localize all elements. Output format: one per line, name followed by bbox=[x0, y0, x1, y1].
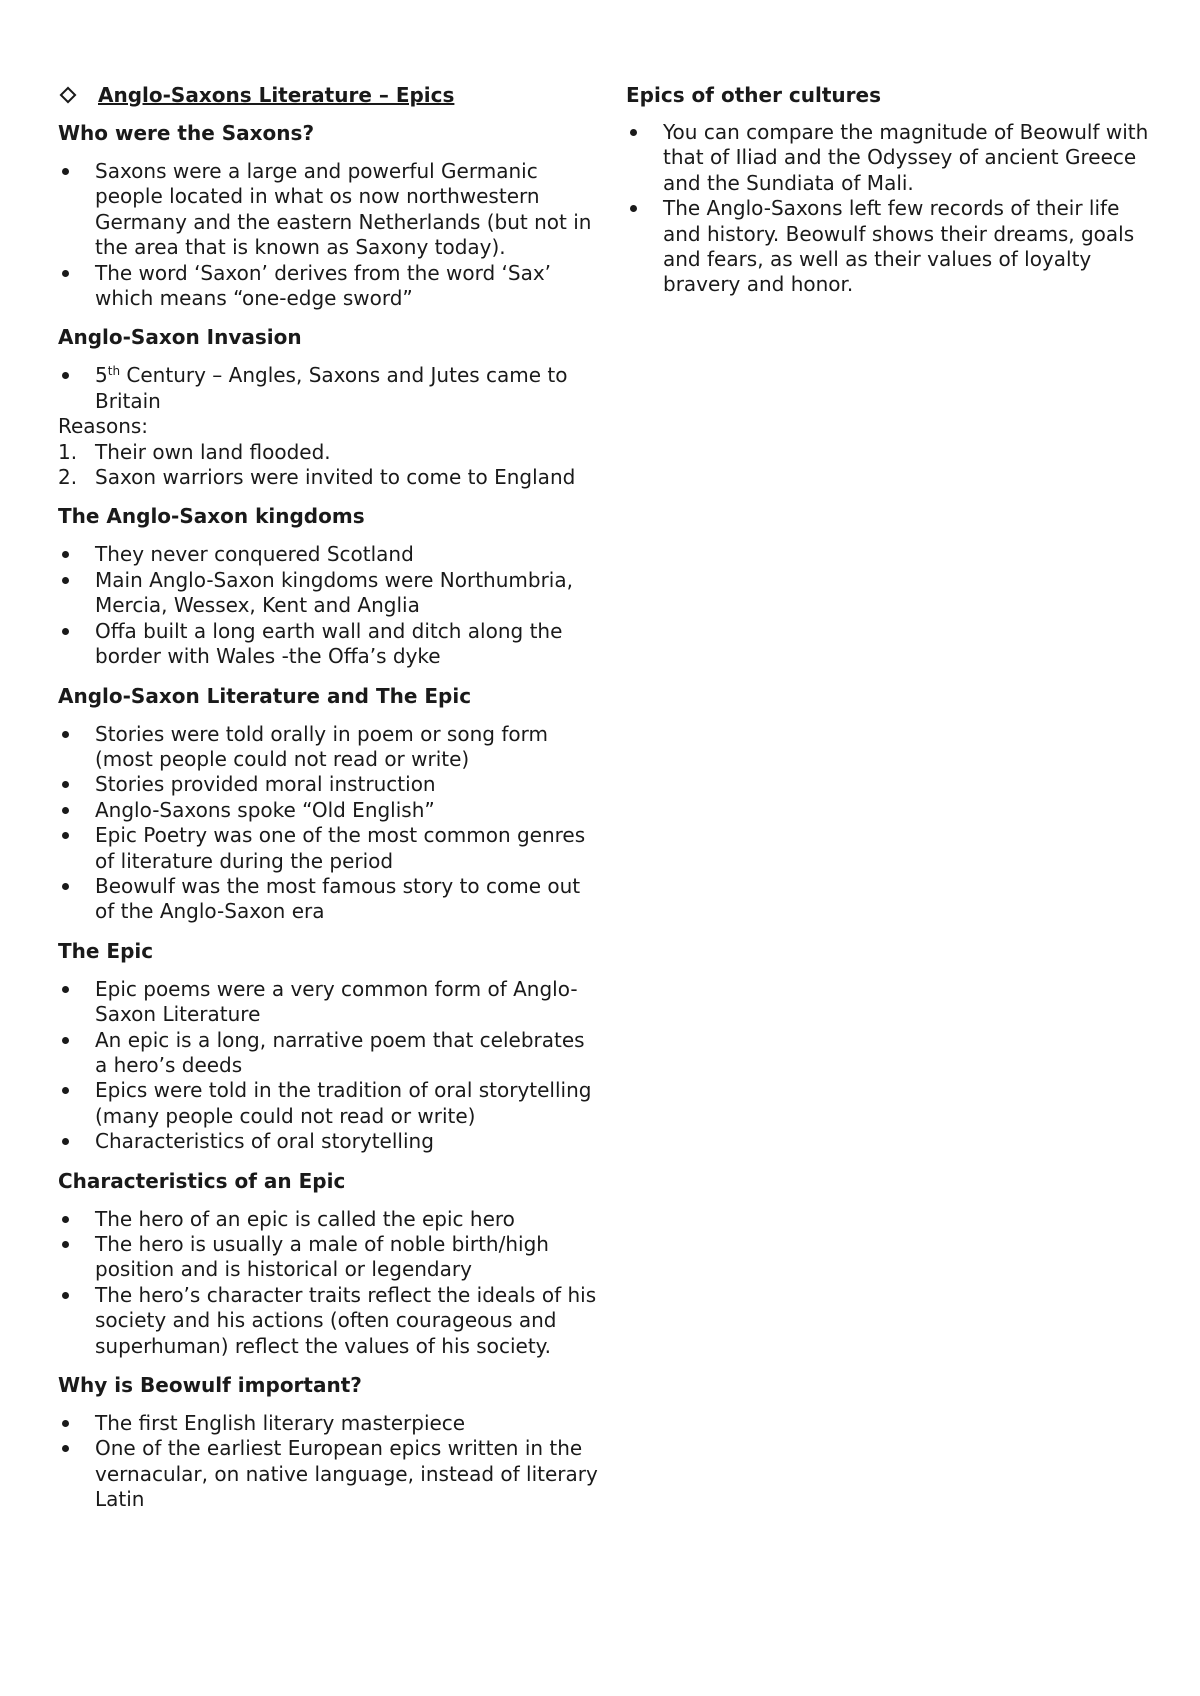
bullet-list bbox=[58, 159, 598, 311]
bullet-list bbox=[58, 363, 598, 414]
bullet-dot-icon bbox=[62, 1445, 69, 1452]
list-item: 1. Their own land flooded. bbox=[58, 439, 331, 464]
list-item: You can compare the magnitude of Beowulf with that of Iliad and the Odyssey of ancient Greece and the Sundiata of Mali. bbox=[626, 120, 1156, 196]
bullet-dot-icon bbox=[62, 807, 69, 814]
bullet-list bbox=[58, 1411, 598, 1513]
bullet-list bbox=[58, 977, 598, 1155]
list-item: Characteristics of oral storytelling bbox=[58, 1129, 598, 1154]
list-item: Epics were told in the tradition of oral storytelling (many people could not read or write) bbox=[58, 1078, 598, 1129]
bullet-dot-icon bbox=[62, 551, 69, 558]
list-item: The hero of an epic is called the epic hero bbox=[58, 1207, 598, 1232]
list-item: The first English literary masterpiece bbox=[58, 1411, 598, 1436]
bullet-dot-icon bbox=[630, 205, 637, 212]
diamond-bullet-icon bbox=[60, 87, 77, 104]
bullet-dot-icon bbox=[62, 577, 69, 584]
bullet-list bbox=[58, 542, 598, 669]
list-item: Saxons were a large and powerful Germanic people located in what os now northwestern Germany and the eastern Netherlands (but not in the area that is known as Saxony today). bbox=[58, 159, 598, 261]
section-heading: The Anglo-Saxon kingdoms bbox=[58, 504, 365, 529]
section-heading: The Epic bbox=[58, 938, 154, 963]
list-item: Anglo-Saxons spoke “Old English” bbox=[58, 798, 598, 823]
list-item: Beowulf was the most famous story to come out of the Anglo-Saxon era bbox=[58, 874, 598, 925]
bullet-dot-icon bbox=[62, 1241, 69, 1248]
bullet-dot-icon bbox=[62, 270, 69, 277]
bullet-dot-icon bbox=[62, 731, 69, 738]
section-heading: Characteristics of an Epic bbox=[58, 1168, 346, 1193]
section-heading: Anglo-Saxon Literature and The Epic bbox=[58, 683, 472, 708]
section-heading: Who were the Saxons? bbox=[58, 121, 315, 145]
list-item: 2. Saxon warriors were invited to come to England bbox=[58, 465, 576, 490]
bullet-dot-icon bbox=[62, 628, 69, 635]
bullet-list bbox=[58, 722, 598, 925]
reasons-label: Reasons: bbox=[58, 414, 149, 439]
bullet-list bbox=[626, 120, 1156, 298]
numbered-list bbox=[58, 440, 598, 491]
bullet-dot-icon bbox=[630, 129, 637, 136]
bullet-dot-icon bbox=[62, 1292, 69, 1299]
bullet-dot-icon bbox=[62, 832, 69, 839]
bullet-dot-icon bbox=[62, 372, 69, 379]
list-item: Stories were told orally in poem or song form (most people could not read or write) bbox=[58, 722, 598, 773]
bullet-dot-icon bbox=[62, 1420, 69, 1427]
right-column bbox=[626, 82, 1156, 311]
list-item: One of the earliest European epics written in the vernacular, on native language, instead of literary Latin bbox=[58, 1436, 598, 1512]
list-item: The hero is usually a male of noble birth/high position and is historical or legendary bbox=[58, 1232, 598, 1283]
list-item: The hero’s character traits reflect the ideals of his society and his actions (often courageous and superhuman) reflect the values of his society. bbox=[58, 1283, 598, 1359]
list-item: The Anglo-Saxons left few records of their life and history. Beowulf shows their dreams, goals and fears, as well as their values of loyalty bravery and honor. bbox=[626, 196, 1156, 298]
bullet-dot-icon bbox=[62, 781, 69, 788]
bullet-dot-icon bbox=[62, 986, 69, 993]
list-item: Main Anglo-Saxon kingdoms were Northumbria, Mercia, Wessex, Kent and Anglia bbox=[58, 568, 598, 619]
list-item: Stories provided moral instruction bbox=[58, 772, 598, 797]
list-item: Epic poems were a very common form of Anglo-Saxon Literature bbox=[58, 977, 598, 1028]
bullet-dot-icon bbox=[62, 883, 69, 890]
list-item: The word ‘Saxon’ derives from the word ‘Sax’ which means “one-edge sword” bbox=[58, 261, 598, 312]
document-title-text: Anglo-Saxons Literature – Epics bbox=[98, 83, 455, 107]
bullet-dot-icon bbox=[62, 168, 69, 175]
list-item: They never conquered Scotland bbox=[58, 542, 598, 567]
list-item: Offa built a long earth wall and ditch along the border with Wales -the Offa’s dyke bbox=[58, 619, 598, 670]
list-item: Epic Poetry was one of the most common genres of literature during the period bbox=[58, 823, 598, 874]
section-heading: Why is Beowulf important? bbox=[58, 1373, 362, 1398]
bullet-dot-icon bbox=[62, 1087, 69, 1094]
document-title bbox=[58, 82, 598, 108]
bullet-dot-icon bbox=[62, 1138, 69, 1145]
list-item: 5th Century – Angles, Saxons and Jutes came to Britain bbox=[58, 363, 598, 414]
section-heading: Anglo-Saxon Invasion bbox=[58, 325, 302, 350]
left-column bbox=[58, 82, 598, 1526]
list-item: An epic is a long, narrative poem that celebrates a hero’s deeds bbox=[58, 1028, 598, 1079]
bullet-dot-icon bbox=[62, 1037, 69, 1044]
bullet-list bbox=[58, 1207, 598, 1359]
section-heading: Epics of other cultures bbox=[626, 83, 881, 107]
bullet-dot-icon bbox=[62, 1216, 69, 1223]
